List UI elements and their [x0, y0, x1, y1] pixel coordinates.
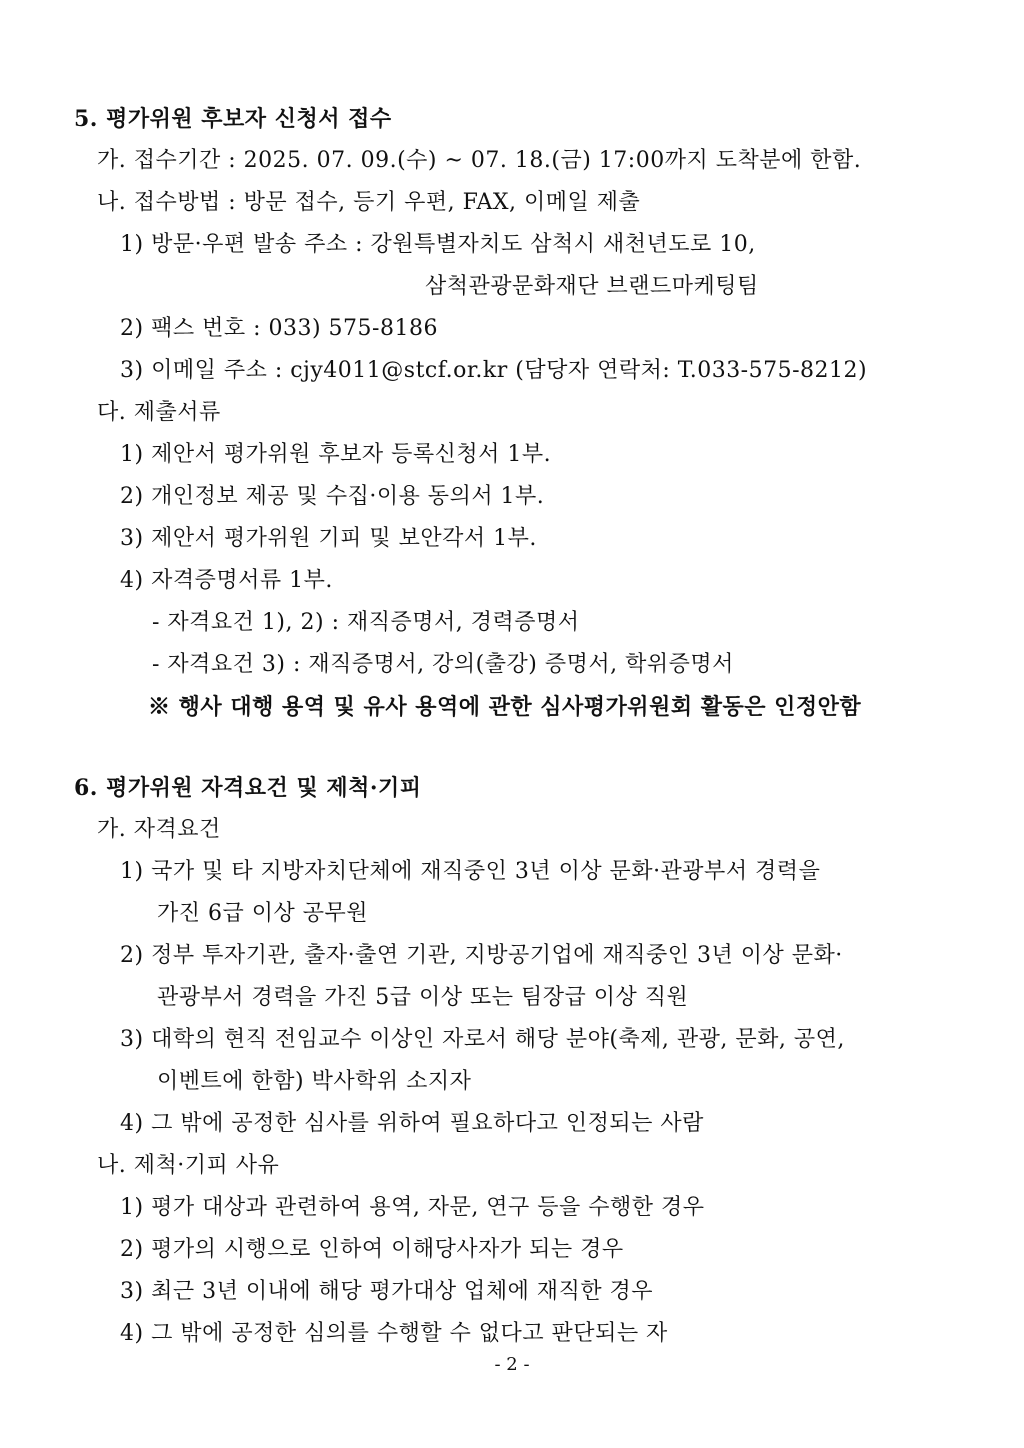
s6-qual-2: 2) 정부 투자기관, 출자·출연 기관, 지방공기업에 재직중인 3년 이상 문화· [120, 943, 843, 968]
s5-receipt-method: 나. 접수방법 : 방문 접수, 등기 우편, FAX, 이메일 제출 [97, 190, 641, 215]
section-5-heading: 5. 평가위원 후보자 신청서 접수 [74, 106, 392, 132]
s5-address: 1) 방문·우편 발송 주소 : 강원특별자치도 삼척시 새천년도로 10, [120, 232, 756, 257]
s5-email: 3) 이메일 주소 : cjy4011@stcf.or.kr (담당자 연락처: T.033-575-8212) [120, 358, 868, 383]
s5-address-cont: 삼척관광문화재단 브랜드마케팅팀 [425, 274, 759, 299]
s5-receipt-period: 가. 접수기간 : 2025. 07. 09.(수) ~ 07. 18.(금) 17:00까지 도착분에 한함. [97, 148, 862, 173]
s5-note: ※ 행사 대행 용역 및 유사 용역에 관한 심사평가위원회 활동은 인정안함 [148, 694, 862, 720]
s5-doc-4b: - 자격요건 3) : 재직증명서, 강의(출강) 증명서, 학위증명서 [152, 652, 734, 677]
s5-doc-4: 4) 자격증명서류 1부. [120, 568, 333, 593]
s6-excl-1: 1) 평가 대상과 관련하여 용역, 자문, 연구 등을 수행한 경우 [120, 1195, 705, 1220]
s6-qual-4: 4) 그 밖에 공정한 심사를 위하여 필요하다고 인정되는 사람 [120, 1111, 704, 1136]
s6-excl-4: 4) 그 밖에 공정한 심의를 수행할 수 없다고 판단되는 자 [120, 1321, 668, 1346]
section-6-heading: 6. 평가위원 자격요건 및 제척·기피 [74, 775, 422, 801]
page-number: - 2 - [494, 1354, 530, 1375]
s6-qual-3-cont: 이벤트에 한함) 박사학위 소지자 [157, 1069, 472, 1094]
s5-doc-3: 3) 제안서 평가위원 기피 및 보안각서 1부. [120, 526, 537, 551]
s5-documents-heading: 다. 제출서류 [97, 400, 221, 425]
s6-qual-2-cont: 관광부서 경력을 가진 5급 이상 또는 팀장급 이상 직원 [157, 985, 689, 1010]
s5-doc-2: 2) 개인정보 제공 및 수집·이용 동의서 1부. [120, 484, 545, 509]
s5-doc-1: 1) 제안서 평가위원 후보자 등록신청서 1부. [120, 442, 552, 467]
s5-fax: 2) 팩스 번호 : 033) 575-8186 [120, 316, 438, 341]
s6-qualifications-heading: 가. 자격요건 [97, 817, 221, 842]
s6-exclusion-heading: 나. 제척·기피 사유 [97, 1153, 280, 1178]
s6-excl-2: 2) 평가의 시행으로 인하여 이해당사자가 되는 경우 [120, 1237, 624, 1262]
s6-excl-3: 3) 최근 3년 이내에 해당 평가대상 업체에 재직한 경우 [120, 1279, 654, 1304]
s6-qual-1: 1) 국가 및 타 지방자치단체에 재직중인 3년 이상 문화·관광부서 경력을 [120, 859, 821, 884]
s5-doc-4a: - 자격요건 1), 2) : 재직증명서, 경력증명서 [152, 610, 580, 635]
s6-qual-1-cont: 가진 6급 이상 공무원 [157, 901, 368, 926]
s6-qual-3: 3) 대학의 현직 전임교수 이상인 자로서 해당 분야(축제, 관광, 문화, 공연, [120, 1027, 845, 1052]
